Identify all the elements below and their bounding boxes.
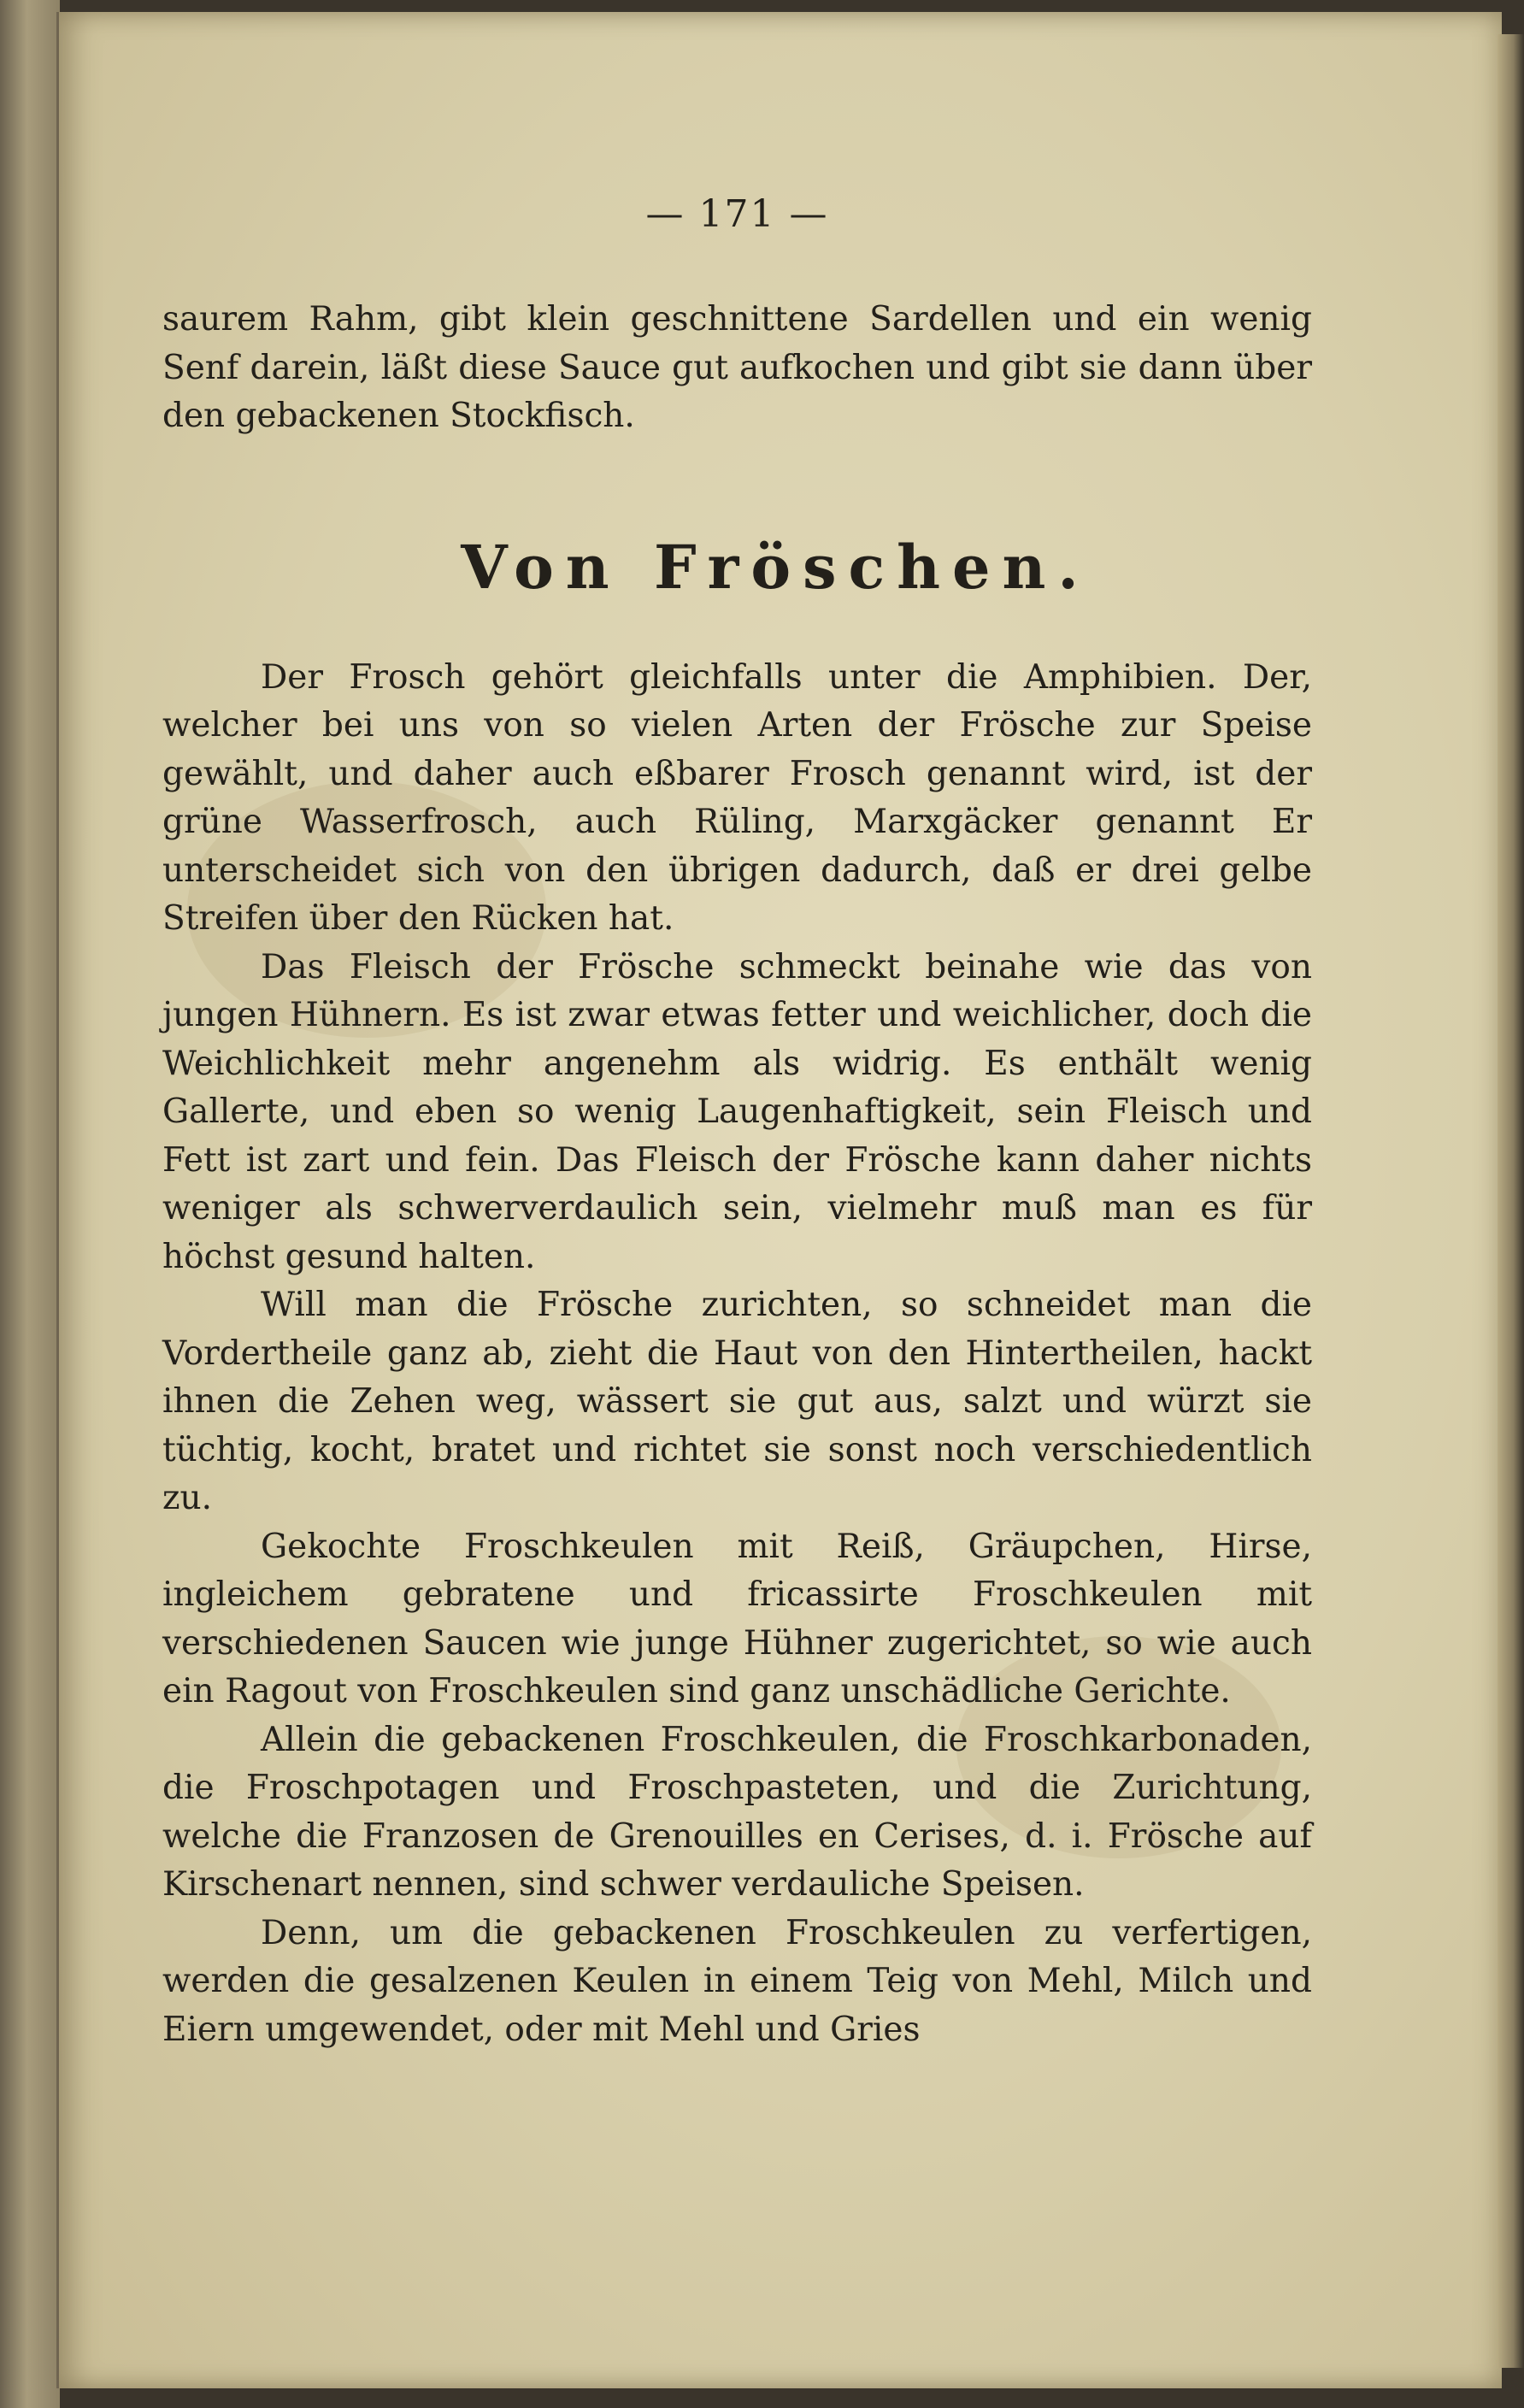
page-text [162,192,1312,2054]
paragraph: Allein die gebackenen Froschkeulen, die Froschkarbonaden, die Froschpotagen und Froschpasteten, und die Zurichtung, welche die Franzosen de Grenouilles en Cerises, d. i. Frösche auf Kirschenart nennen, sind schwer verdauliche Speisen. [162,1720,1312,1904]
previous-page-edge [0,0,60,2408]
page-number: — 171 — [645,192,829,236]
section-heading: Von Fröschen. [461,531,1091,603]
paragraph-continuation: saurem Rahm, gibt klein geschnittene Sardellen und ein wenig Senf darein, läßt diese Sauce gut aufkochen und gibt sie dann über den gebackenen Stockfisch. [162,300,1312,435]
page-edge [1498,34,1524,2368]
paragraph: Der Frosch gehört gleichfalls unter die Amphibien. Der, welcher bei uns von so vielen Arten der Frösche zur Speise gewählt, und daher auch eßbarer Frosch genannt wird, ist der grüne Wasserfrosch, auch Rüling, Marxgäcker genannt Er unterscheidet sich von den übrigen dadurch, daß er drei gelbe Streifen über den Rücken hat. [162,657,1312,938]
paragraph: Das Fleisch der Frösche schmeckt beinahe wie das von jungen Hühnern. Es ist zwar etwas fetter und weichlicher, doch die Weichlichkeit mehr angenehm als widrig. Es enthält wenig Gallerte, und eben so wenig Laugenhaftigkeit, sein Fleisch und Fett ist zart und fein. Das Fleisch der Frösche kann daher nichts weniger als schwerverdaulich sein, vielmehr muß man es für höchst gesund halten. [162,947,1312,1276]
paragraph: Denn, um die gebackenen Froschkeulen zu verfertigen, werden die gesalzenen Keulen in einem Teig von Mehl, Milch und Eiern umgewendet, oder mit Mehl und Gries [162,1913,1312,2049]
paragraph: Gekochte Froschkeulen mit Reiß, Gräupchen, Hirse, ingleichem gebratene und fricassirte Froschkeulen mit verschiedenen Saucen wie junge Hühner zugerichtet, so wie auch ein Ragout von Froschkeulen sind ganz unschädliche Gerichte. [162,1527,1312,1710]
paragraph: Will man die Frösche zurichten, so schneidet man die Vordertheile ganz ab, zieht die Haut von den Hintertheilen, hackt ihnen die Zehen weg, wässert sie gut aus, salzt und würzt sie tüchtig, kocht, bratet und richtet sie sonst noch verschiedentlich zu. [162,1286,1312,1517]
